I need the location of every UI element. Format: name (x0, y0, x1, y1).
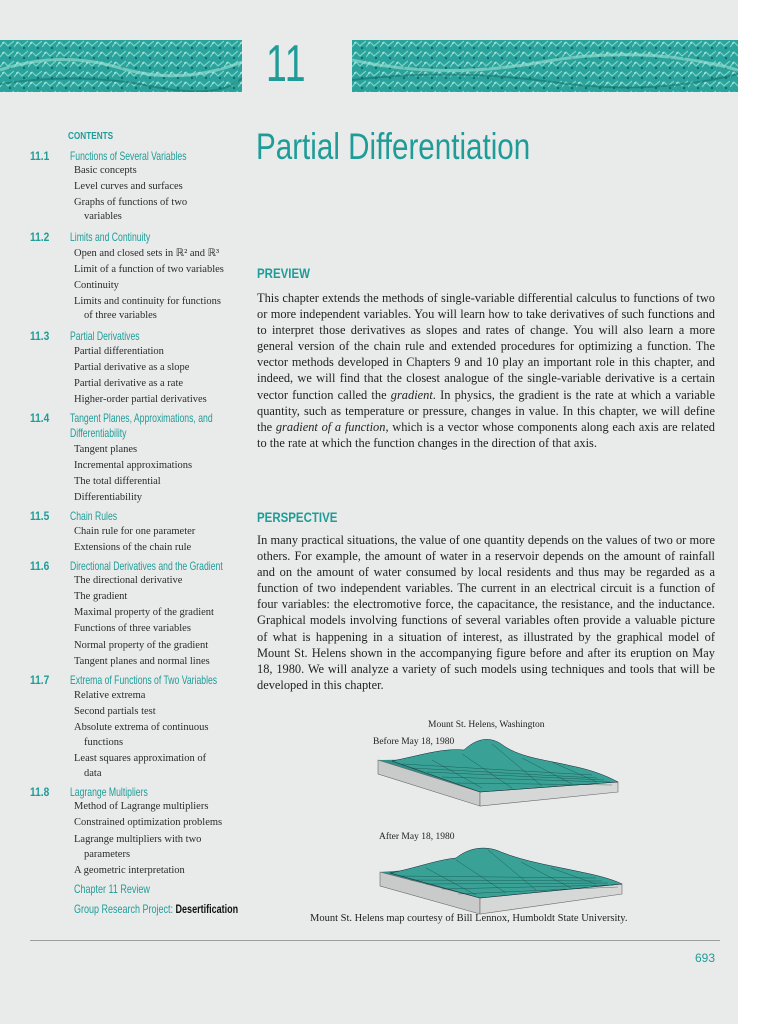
subsection: Differentiability (74, 492, 143, 503)
terrain-after-figure (376, 838, 626, 918)
subsection: Basic concepts (74, 165, 137, 176)
figure-credit: Mount St. Helens map courtesy of Bill Lennox, Humboldt State University. (310, 913, 628, 924)
subsection: Normal property of the gradient (74, 640, 209, 651)
chapter-banner-right (352, 40, 738, 92)
section-number: 11.3 (30, 329, 50, 343)
subsection: Tangent planes and normal lines (74, 656, 210, 667)
subsection: Limits and continuity for functions (74, 296, 221, 307)
section-title: Lagrange Multipliers (70, 785, 148, 799)
section-number: 11.4 (30, 411, 50, 425)
subsection: Higher-order partial derivatives (74, 394, 207, 405)
page-number: 693 (695, 951, 716, 965)
subsection: Lagrange multipliers with two (74, 834, 202, 845)
preview-text-c: , which is a vector whose components along each axis are related to the rate at which the function changes in the direction of that axis. (257, 419, 715, 450)
subsection: Partial differentiation (74, 346, 164, 357)
perspective-heading: PERSPECTIVE (257, 509, 338, 525)
section-title: Directional Derivatives and the Gradient (70, 559, 223, 573)
subsection: data (84, 768, 102, 779)
section-title: Functions of Several Variables (70, 149, 187, 163)
perspective-paragraph: In many practical situations, the value of one quantity depends on the values of two or more others. For example, the amount of water in a reservoir depends on the amount of rainfall and on the amount of water consumed by local residents and thus may be regarded as a function of two independent variables. The current in an electrical circuit is a function of four variables: the electromotive force, the capacitance, the resistance, and the inductance. Graphical models involving functions of several variables often provide a valuable picture of what is happening in a situation of interest, as illustrated by the graphical model of Mount St. Helens shown in the accompanying figure before and after its eruption on May 18, 1980. We will analyze a variety of such models using techniques and tools that will be developed in this chapter. (257, 533, 715, 692)
chapter-title: Partial Differentiation (256, 126, 531, 167)
subsection: A geometric interpretation (74, 865, 185, 876)
section-number: 11.6 (30, 559, 50, 573)
preview-text-a: This chapter extends the methods of single-variable differential calculus to functions of two or more independent variables. You will learn how to take derivatives of such functions and to interpret those derivatives as slopes and rates of change. You will also learn a more general version of the chain rule and extended procedures for optimizing a function. The vector methods developed in Chapters 9 and 10 play an important role in this chapter, and indeed, we will find that the closest analogue of the single-variable derivative is a certain vector function called the (257, 291, 715, 402)
subsection: Maximal property of the gradient (74, 607, 214, 618)
chapter-number: 11 (266, 35, 307, 93)
subsection: Limit of a function of two variables (74, 264, 224, 275)
subsection: Relative extrema (74, 690, 146, 701)
subsection: Partial derivative as a slope (74, 362, 190, 373)
subsection: Open and closed sets in ℝ² and ℝ³ (74, 248, 220, 259)
section-number: 11.2 (30, 230, 50, 244)
section-title: Tangent Planes, Approximations, and (70, 411, 213, 425)
subsection: of three variables (84, 310, 157, 321)
section-title: Limits and Continuity (70, 230, 151, 244)
section-title: Partial Derivatives (70, 329, 140, 343)
subsection: Chain rule for one parameter (74, 526, 196, 537)
subsection: Least squares approximation of (74, 753, 207, 764)
project-title: Desertification (175, 902, 239, 916)
subsection: Extensions of the chain rule (74, 542, 192, 553)
subsection: Tangent planes (74, 444, 138, 455)
subsection: Functions of three variables (74, 623, 191, 634)
project-label: Group Research Project: (74, 902, 174, 916)
group-project (74, 902, 238, 916)
preview-text-b: . In physics, the gradient is the rate at which a variable quantity, such as temperature or pressure, changes in value. In this chapter, we will define the (257, 387, 716, 434)
footer-rule (30, 940, 720, 941)
subsection: Constrained optimization problems (74, 817, 223, 828)
section-title: Extrema of Functions of Two Variables (70, 673, 218, 687)
subsection: Partial derivative as a rate (74, 378, 184, 389)
section-number: 11.8 (30, 785, 50, 799)
subsection: Method of Lagrange multipliers (74, 801, 209, 812)
section-number: 11.7 (30, 673, 50, 687)
subsection: Incremental approximations (74, 460, 193, 471)
subsection: Graphs of functions of two (74, 197, 188, 208)
preview-heading: PREVIEW (257, 265, 310, 281)
section-number: 11.1 (30, 149, 50, 163)
figure-title: Mount St. Helens, Washington (428, 720, 545, 730)
preview-paragraph (257, 290, 715, 451)
contents-heading: CONTENTS (68, 131, 114, 142)
chapter-banner-left (0, 40, 242, 92)
term-gradient-function: gradient of a function (275, 419, 386, 434)
chapter-review-link: Chapter 11 Review (74, 882, 150, 896)
subsection: Level curves and surfaces (74, 181, 183, 192)
subsection: variables (84, 211, 122, 222)
subsection: Second partials test (74, 706, 156, 717)
subsection: Continuity (74, 280, 119, 291)
figure-before-label: Before May 18, 1980 (373, 737, 455, 747)
terrain-before-figure (372, 730, 622, 810)
subsection: parameters (84, 849, 131, 860)
section-title: Chain Rules (70, 509, 118, 523)
section-title-continued: Differentiability (70, 426, 127, 440)
section-number: 11.5 (30, 509, 50, 523)
subsection: The gradient (74, 591, 128, 602)
subsection: The directional derivative (74, 575, 183, 586)
subsection: The total differential (74, 476, 161, 487)
subsection: Absolute extrema of continuous (74, 722, 209, 733)
term-gradient: gradient (390, 387, 433, 402)
subsection: functions (84, 737, 124, 748)
figure-after-label: After May 18, 1980 (379, 832, 455, 842)
